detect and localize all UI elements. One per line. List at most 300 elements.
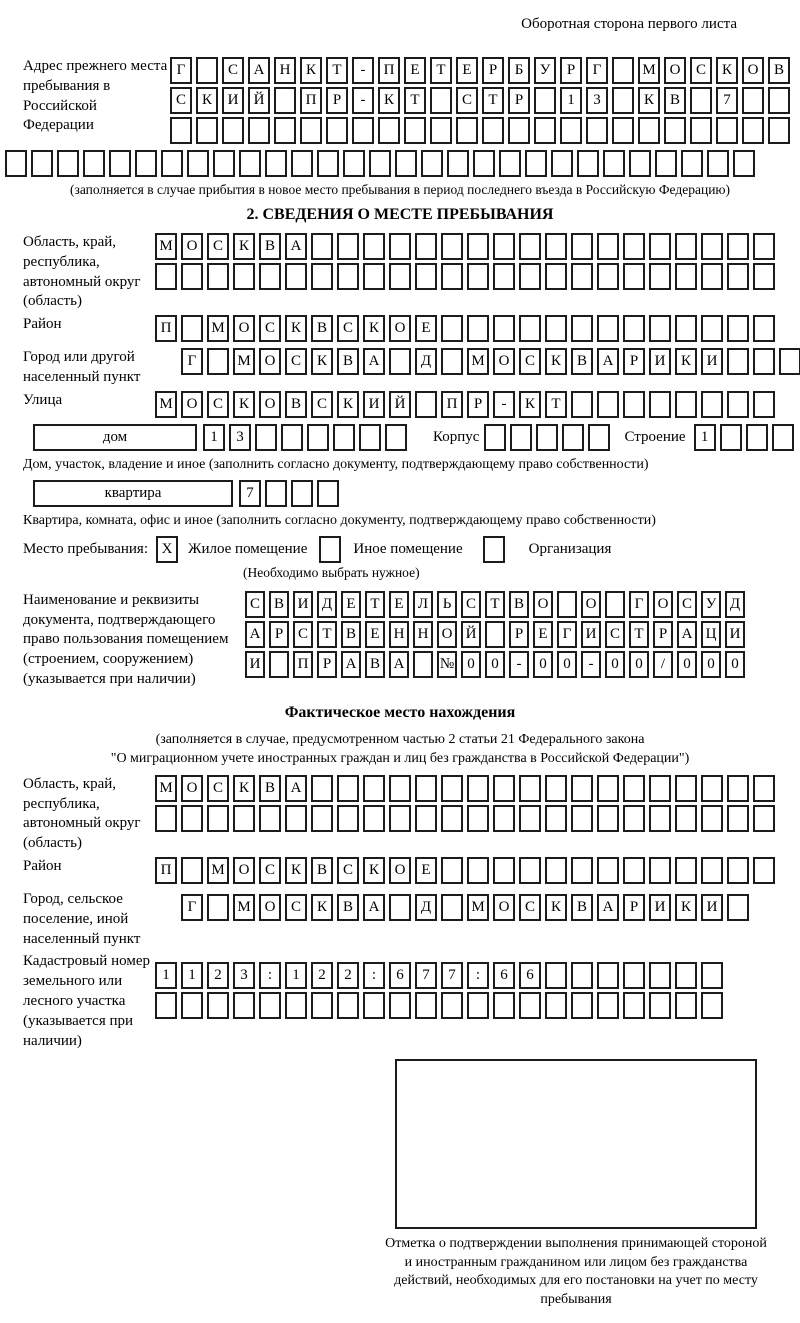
char-cell xyxy=(413,651,433,678)
char-cell: Б xyxy=(508,57,530,84)
char-cell xyxy=(649,233,671,260)
char-cell xyxy=(664,117,686,144)
actual-district-cells xyxy=(155,857,775,884)
char-cell: 6 xyxy=(389,962,411,989)
document-label: Наименование и реквизиты документа, подтверждающего право пользования помещением (строением, сооружением) (указывается при наличии) xyxy=(23,591,229,687)
char-cell: А xyxy=(245,621,265,648)
char-cell xyxy=(545,263,567,290)
char-cell xyxy=(307,424,329,451)
char-cell xyxy=(343,150,365,177)
actual-district-label: Район xyxy=(23,857,62,874)
char-cell xyxy=(493,315,515,342)
char-cell: М xyxy=(207,857,229,884)
char-cell: И xyxy=(245,651,265,678)
char-cell: Р xyxy=(482,57,504,84)
house-row xyxy=(5,424,795,454)
char-cell: К xyxy=(363,315,385,342)
char-cell: О xyxy=(653,591,673,618)
actual-district-row xyxy=(5,857,795,887)
char-cell: А xyxy=(363,894,385,921)
char-cell: Н xyxy=(413,621,433,648)
char-cell xyxy=(389,233,411,260)
char-cell xyxy=(720,424,742,451)
char-cell xyxy=(577,150,599,177)
char-cell: Г xyxy=(170,57,192,84)
char-cell: К xyxy=(675,894,697,921)
char-cell xyxy=(519,315,541,342)
actual-city-cells xyxy=(181,894,749,921)
char-cell xyxy=(467,992,489,1019)
char-cell: К xyxy=(675,348,697,375)
street-cells xyxy=(155,391,775,418)
char-cell xyxy=(5,150,27,177)
char-cell: Н xyxy=(274,57,296,84)
char-cell: 1 xyxy=(181,962,203,989)
char-cell: К xyxy=(716,57,738,84)
char-cell xyxy=(31,150,53,177)
char-cell: : xyxy=(259,962,281,989)
char-cell xyxy=(655,150,677,177)
char-cell: С xyxy=(337,857,359,884)
char-cell xyxy=(352,117,374,144)
char-cell xyxy=(430,117,452,144)
char-cell xyxy=(415,391,437,418)
char-cell: Р xyxy=(317,651,337,678)
char-cell xyxy=(562,424,584,451)
char-cell xyxy=(441,775,463,802)
char-cell: Т xyxy=(326,57,348,84)
char-cell xyxy=(385,424,407,451)
char-cell: С xyxy=(170,87,192,114)
document-cells-1 xyxy=(245,591,745,618)
char-cell xyxy=(363,775,385,802)
char-cell: С xyxy=(259,857,281,884)
region-row xyxy=(5,233,795,312)
char-cell: 1 xyxy=(560,87,582,114)
char-cell: С xyxy=(245,591,265,618)
city-cells xyxy=(181,348,800,375)
char-cell: О xyxy=(233,315,255,342)
char-cell: О xyxy=(493,348,515,375)
char-cell xyxy=(441,233,463,260)
char-cell: М xyxy=(233,348,255,375)
char-cell xyxy=(571,857,593,884)
char-cell: О xyxy=(259,894,281,921)
char-cell: Ц xyxy=(701,621,721,648)
char-cell: С xyxy=(222,57,244,84)
char-cell: О xyxy=(533,591,553,618)
char-cell xyxy=(274,87,296,114)
char-cell xyxy=(597,233,619,260)
char-cell xyxy=(597,857,619,884)
char-cell: 0 xyxy=(485,651,505,678)
char-cell xyxy=(753,805,775,832)
char-cell: 1 xyxy=(285,962,307,989)
char-cell: В xyxy=(337,348,359,375)
char-cell: В xyxy=(285,391,307,418)
char-cell xyxy=(629,150,651,177)
char-cell: Е xyxy=(389,591,409,618)
char-cell xyxy=(571,391,593,418)
char-cell: В xyxy=(664,87,686,114)
char-cell xyxy=(623,391,645,418)
option-organization-label: Организация xyxy=(528,540,612,557)
char-cell: 7 xyxy=(441,962,463,989)
char-cell: В xyxy=(768,57,790,84)
char-cell xyxy=(727,391,749,418)
char-cell xyxy=(623,315,645,342)
house-number-cells xyxy=(203,424,407,451)
char-cell xyxy=(597,775,619,802)
char-cell xyxy=(623,775,645,802)
char-cell: А xyxy=(597,348,619,375)
char-cell: П xyxy=(441,391,463,418)
char-cell xyxy=(389,992,411,1019)
char-cell xyxy=(597,391,619,418)
region-cells-2 xyxy=(155,263,775,290)
document-cells-3 xyxy=(245,651,745,678)
char-cell: Й xyxy=(389,391,411,418)
char-cell xyxy=(545,315,567,342)
document-cells-2 xyxy=(245,621,745,648)
char-cell xyxy=(612,117,634,144)
char-cell xyxy=(389,894,411,921)
char-cell xyxy=(701,805,723,832)
char-cell xyxy=(389,775,411,802)
char-cell xyxy=(727,315,749,342)
char-cell xyxy=(467,857,489,884)
char-cell: В xyxy=(259,775,281,802)
char-cell xyxy=(187,150,209,177)
char-cell xyxy=(311,775,333,802)
char-cell xyxy=(701,391,723,418)
char-cell xyxy=(274,117,296,144)
char-cell xyxy=(161,150,183,177)
char-cell: С xyxy=(519,348,541,375)
char-cell: 2 xyxy=(311,962,333,989)
char-cell xyxy=(389,805,411,832)
char-cell xyxy=(508,117,530,144)
char-cell xyxy=(753,233,775,260)
char-cell: П xyxy=(155,315,177,342)
char-cell: Й xyxy=(461,621,481,648)
char-cell: 0 xyxy=(605,651,625,678)
char-cell xyxy=(519,857,541,884)
char-cell xyxy=(701,857,723,884)
char-cell xyxy=(675,775,697,802)
char-cell xyxy=(285,992,307,1019)
char-cell: Д xyxy=(725,591,745,618)
char-cell xyxy=(605,591,625,618)
char-cell xyxy=(430,87,452,114)
char-cell xyxy=(701,263,723,290)
char-cell: М xyxy=(467,348,489,375)
char-cell: И xyxy=(649,348,671,375)
char-cell xyxy=(441,805,463,832)
char-cell: В xyxy=(259,233,281,260)
char-cell xyxy=(135,150,157,177)
char-cell xyxy=(285,805,307,832)
char-cell: К xyxy=(545,894,567,921)
char-cell xyxy=(753,263,775,290)
char-cell xyxy=(326,117,348,144)
char-cell: Р xyxy=(560,57,582,84)
char-cell xyxy=(649,775,671,802)
actual-city-label: Город, сельское поселение, иной населенный пункт xyxy=(23,890,141,947)
char-cell: К xyxy=(285,315,307,342)
char-cell: О xyxy=(742,57,764,84)
stay-type-label: Место пребывания: xyxy=(23,540,148,557)
char-cell xyxy=(701,775,723,802)
char-cell xyxy=(623,233,645,260)
char-cell xyxy=(733,150,755,177)
char-cell: К xyxy=(337,391,359,418)
char-cell: 0 xyxy=(461,651,481,678)
char-cell: О xyxy=(259,348,281,375)
char-cell xyxy=(441,348,463,375)
prev-address-cells xyxy=(170,57,790,147)
char-cell: О xyxy=(389,315,411,342)
char-cell: Л xyxy=(413,591,433,618)
char-cell xyxy=(597,315,619,342)
char-cell xyxy=(727,263,749,290)
form-page xyxy=(0,16,800,1309)
char-cell: К xyxy=(363,857,385,884)
char-cell xyxy=(675,992,697,1019)
char-cell xyxy=(779,348,800,375)
char-cell xyxy=(233,992,255,1019)
char-cell: Д xyxy=(415,348,437,375)
char-cell: К xyxy=(519,391,541,418)
char-cell: Д xyxy=(415,894,437,921)
char-cell xyxy=(181,857,203,884)
char-cell: Т xyxy=(430,57,452,84)
apartment-cells xyxy=(239,480,339,507)
char-cell xyxy=(369,150,391,177)
char-cell: С xyxy=(337,315,359,342)
char-cell xyxy=(207,805,229,832)
char-cell xyxy=(285,263,307,290)
stamp-caption: Отметка о подтверждении выполнения принимающей стороной и иностранным гражданином или лицом без гражданства действий, необходимых для его постановки на учет по месту пребывания xyxy=(385,1236,767,1307)
char-cell xyxy=(311,805,333,832)
char-cell: Г xyxy=(629,591,649,618)
char-cell xyxy=(701,962,723,989)
char-cell: 3 xyxy=(233,962,255,989)
char-cell xyxy=(545,857,567,884)
char-cell xyxy=(363,233,385,260)
char-cell xyxy=(623,962,645,989)
section2-title: 2. СВЕДЕНИЯ О МЕСТЕ ПРЕБЫВАНИЯ xyxy=(246,206,554,223)
char-cell: О xyxy=(181,233,203,260)
korpus-cells xyxy=(484,424,610,451)
char-cell xyxy=(519,775,541,802)
char-cell: С xyxy=(207,391,229,418)
char-cell xyxy=(363,992,385,1019)
char-cell: 2 xyxy=(207,962,229,989)
char-cell: П xyxy=(155,857,177,884)
region-cells-1 xyxy=(155,233,775,260)
region-label: Область, край, республика, автономный округ (область) xyxy=(23,234,141,310)
district-label: Район xyxy=(23,316,62,333)
char-cell: Й xyxy=(248,87,270,114)
stroenie-label: Строение xyxy=(624,428,686,445)
char-cell: О xyxy=(181,391,203,418)
char-cell: К xyxy=(378,87,400,114)
char-cell xyxy=(727,775,749,802)
document-row xyxy=(5,591,795,690)
char-cell: 0 xyxy=(557,651,577,678)
char-cell: И xyxy=(725,621,745,648)
char-cell xyxy=(265,480,287,507)
char-cell: Е xyxy=(404,57,426,84)
char-cell: И xyxy=(363,391,385,418)
char-cell: А xyxy=(285,233,307,260)
char-cell: А xyxy=(248,57,270,84)
char-cell xyxy=(317,480,339,507)
char-cell xyxy=(359,424,381,451)
char-cell xyxy=(291,480,313,507)
char-cell xyxy=(534,117,556,144)
char-cell xyxy=(441,315,463,342)
char-cell xyxy=(300,117,322,144)
char-cell: С xyxy=(293,621,313,648)
actual-location-title: Фактическое место нахождения xyxy=(284,703,516,721)
prev-address-block xyxy=(5,57,795,147)
char-cell xyxy=(571,805,593,832)
char-cell xyxy=(255,424,277,451)
option-other-premises-label: Иное помещение xyxy=(353,540,463,557)
char-cell xyxy=(638,117,660,144)
char-cell xyxy=(482,117,504,144)
char-cell: Е xyxy=(415,857,437,884)
char-cell xyxy=(603,150,625,177)
char-cell xyxy=(281,424,303,451)
char-cell xyxy=(623,805,645,832)
char-cell xyxy=(772,424,794,451)
char-cell: С xyxy=(259,315,281,342)
char-cell: Р xyxy=(467,391,489,418)
char-cell xyxy=(597,263,619,290)
char-cell xyxy=(485,621,505,648)
char-cell: : xyxy=(363,962,385,989)
char-cell: - xyxy=(352,87,374,114)
char-cell: В xyxy=(337,894,359,921)
char-cell: / xyxy=(653,651,673,678)
char-cell: С xyxy=(461,591,481,618)
char-cell xyxy=(649,263,671,290)
char-cell xyxy=(571,263,593,290)
char-cell: О xyxy=(493,894,515,921)
char-cell xyxy=(456,117,478,144)
char-cell: К xyxy=(285,857,307,884)
char-cell xyxy=(493,263,515,290)
char-cell xyxy=(499,150,521,177)
cadastre-row xyxy=(5,952,795,1051)
char-cell xyxy=(519,805,541,832)
char-cell xyxy=(269,651,289,678)
char-cell: А xyxy=(341,651,361,678)
char-cell xyxy=(415,992,437,1019)
char-cell xyxy=(753,857,775,884)
district-row xyxy=(5,315,795,345)
stay-type-note: (Необходимо выбрать нужное) xyxy=(243,564,420,580)
char-cell xyxy=(389,263,411,290)
char-cell xyxy=(155,992,177,1019)
char-cell xyxy=(536,424,558,451)
char-cell xyxy=(196,57,218,84)
char-cell: К xyxy=(545,348,567,375)
char-cell: В xyxy=(341,621,361,648)
char-cell: С xyxy=(311,391,333,418)
char-cell: 0 xyxy=(677,651,697,678)
stroenie-cells xyxy=(694,424,794,451)
char-cell: Г xyxy=(181,894,203,921)
char-cell: Т xyxy=(485,591,505,618)
char-cell: 0 xyxy=(629,651,649,678)
char-cell xyxy=(83,150,105,177)
char-cell: Ь xyxy=(437,591,457,618)
city-label: Город или другой населенный пункт xyxy=(23,349,141,385)
checkbox-organization xyxy=(483,536,505,563)
char-cell: М xyxy=(155,775,177,802)
char-cell xyxy=(727,805,749,832)
char-cell xyxy=(649,992,671,1019)
char-cell xyxy=(378,117,400,144)
char-cell xyxy=(690,87,712,114)
char-cell xyxy=(415,233,437,260)
char-cell: И xyxy=(581,621,601,648)
char-cell xyxy=(363,263,385,290)
char-cell xyxy=(467,233,489,260)
char-cell: Р xyxy=(623,348,645,375)
char-cell: Т xyxy=(482,87,504,114)
prev-address-footnote: (заполняется в случае прибытия в новое место пребывания в период последнего въезда в Российскую Федерацию) xyxy=(69,182,731,197)
char-cell xyxy=(649,805,671,832)
char-cell: С xyxy=(690,57,712,84)
checkbox-other-premises xyxy=(319,536,341,563)
actual-region-row xyxy=(5,775,795,854)
char-cell: 0 xyxy=(725,651,745,678)
char-cell: О xyxy=(181,775,203,802)
char-cell: Р xyxy=(508,87,530,114)
char-cell: О xyxy=(581,591,601,618)
char-cell: С xyxy=(207,775,229,802)
char-cell xyxy=(233,805,255,832)
char-cell: 1 xyxy=(155,962,177,989)
char-cell: О xyxy=(233,857,255,884)
char-cell xyxy=(467,315,489,342)
char-cell: Р xyxy=(653,621,673,648)
char-cell: К xyxy=(638,87,660,114)
char-cell xyxy=(493,233,515,260)
actual-region-cells-2 xyxy=(155,805,775,832)
char-cell xyxy=(690,117,712,144)
char-cell xyxy=(701,315,723,342)
char-cell: Т xyxy=(629,621,649,648)
char-cell xyxy=(207,263,229,290)
char-cell: Е xyxy=(365,621,385,648)
char-cell: П xyxy=(293,651,313,678)
char-cell xyxy=(207,992,229,1019)
char-cell xyxy=(421,150,443,177)
char-cell xyxy=(259,992,281,1019)
char-cell: 0 xyxy=(533,651,553,678)
char-cell: - xyxy=(581,651,601,678)
char-cell xyxy=(248,117,270,144)
char-cell xyxy=(545,992,567,1019)
char-cell xyxy=(181,263,203,290)
char-cell: М xyxy=(467,894,489,921)
